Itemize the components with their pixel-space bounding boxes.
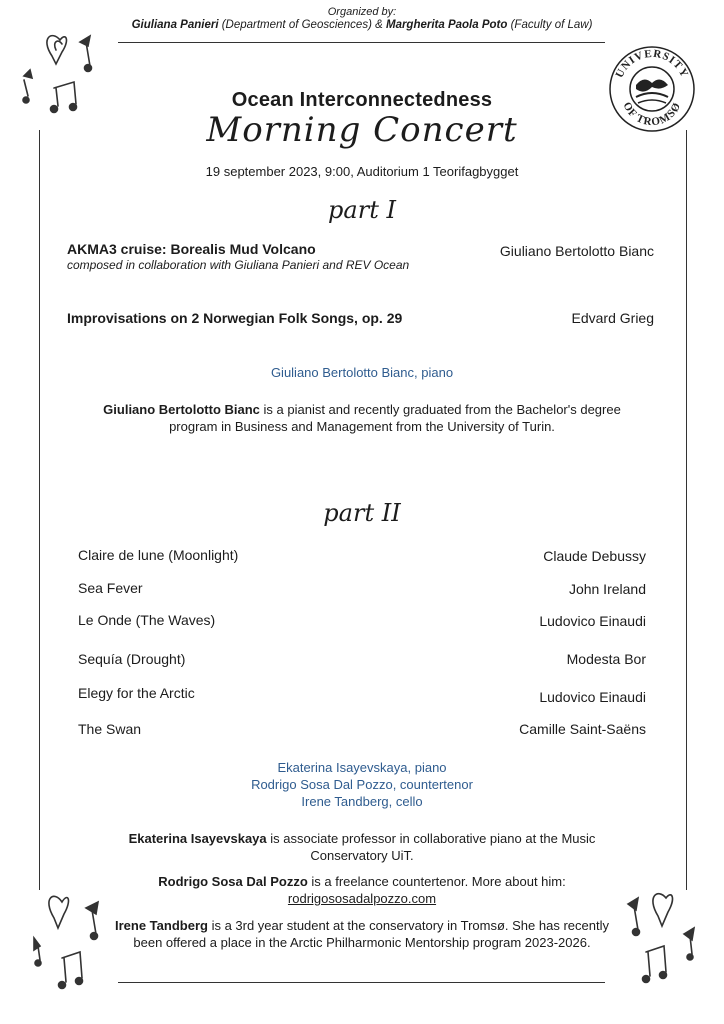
part2-bio-2: [104, 873, 620, 907]
part2-piece1-composer: Claude Debussy: [543, 548, 646, 564]
part1-heading: part I: [328, 196, 396, 224]
part2-piece5-title: Elegy for the Arctic: [78, 685, 195, 701]
part2-piece3-title: Le Onde (The Waves): [78, 612, 216, 628]
part2-bio2-text: is a freelance countertenor. More about him:: [307, 874, 566, 889]
part2-piece4-title: Sequía (Drought): [78, 651, 186, 667]
organizers-line: [0, 19, 724, 32]
seal-bottom-text: OF TROMSØ: [620, 100, 684, 129]
organizer2-dept: (Faculty of Law): [507, 19, 593, 31]
svg-text:UNIVERSITY: [613, 48, 690, 80]
part1-piece1-composer: Giuliano Bertolotto Bianc: [499, 243, 654, 259]
part2-performer-2: Rodrigo Sosa Dal Pozzo, countertenor: [251, 777, 473, 792]
part2-heading: part II: [323, 499, 401, 527]
part1-piece1-note: composed in collaboration with Giuliana Panieri and REV Ocean: [67, 258, 410, 272]
bottom-divider: [118, 982, 605, 983]
part2-piece5-composer: Ludovico Einaudi: [539, 689, 646, 705]
top-divider: [118, 42, 605, 43]
part2-performer-3: Irene Tandberg, cello: [301, 794, 423, 809]
event-subtitle: Morning Concert: [206, 110, 518, 150]
part1-piece2-composer: Edvard Grieg: [571, 310, 654, 326]
part1-bio-text: is a pianist and recently graduated from the Bachelor's degree program in Business and Management from the University of Turin.: [169, 402, 621, 434]
part2-bio2-name: Rodrigo Sosa Dal Pozzo: [158, 874, 308, 889]
part2-performer-1: Ekaterina Isayevskaya, piano: [277, 760, 447, 775]
event-date-location: 19 september 2023, 9:00, Auditorium 1 Teorifagbygget: [205, 164, 519, 179]
part2-piece4-composer: Modesta Bor: [566, 651, 646, 667]
part1-bio-name: Giuliano Bertolotto Bianc: [103, 402, 260, 417]
part2-piece2-composer: John Ireland: [568, 581, 646, 597]
part1-piece1-title: AKMA3 cruise: Borealis Mud Volcano: [67, 241, 316, 257]
part2-bio3-name: Irene Tandberg: [115, 918, 208, 933]
organizer1-dept: (Department of Geosciences) &: [218, 19, 386, 31]
organizer1-name: Giuliana Panieri: [131, 19, 219, 31]
part2-piece1-title: Claire de lune (Moonlight): [78, 547, 239, 563]
part2-bio3-text: is a 3rd year student at the conservatory in Tromsø. She has recently been offered a place in the Arctic Philharmonic Mentorship program 2023-2026.: [133, 918, 609, 950]
part2-piece3-composer: Ludovico Einaudi: [539, 613, 646, 629]
rodrigo-website-link[interactable]: rodrigososadalpozzo.com: [287, 891, 437, 906]
part1-performer: Giuliano Bertolotto Bianc, piano: [270, 365, 454, 380]
event-title: Ocean Interconnectedness: [231, 89, 493, 111]
organizer2-name: Margherita Paola Poto: [385, 19, 508, 31]
part2-piece2-title: Sea Fever: [78, 580, 143, 596]
part2-piece6-composer: Camille Saint-Saëns: [519, 721, 646, 737]
part2-bio-3: [100, 917, 624, 951]
bottom-right-hearts-notes-icon: [610, 888, 710, 998]
part1-piece2-title: Improvisations on 2 Norwegian Folk Songs, op. 29: [67, 310, 403, 326]
part1-bio: [82, 401, 642, 435]
organized-by-label: Organized by:: [327, 6, 397, 18]
part2-piece6-title: The Swan: [78, 721, 142, 737]
part2-bio-1: [104, 830, 620, 864]
part2-bio1-name: Ekaterina Isayevskaya: [128, 831, 267, 846]
seal-top-text: UNIVERSITY: [613, 47, 691, 80]
part2-bio1-text: is associate professor in collaborative piano at the Music Conservatory UiT.: [266, 831, 596, 863]
